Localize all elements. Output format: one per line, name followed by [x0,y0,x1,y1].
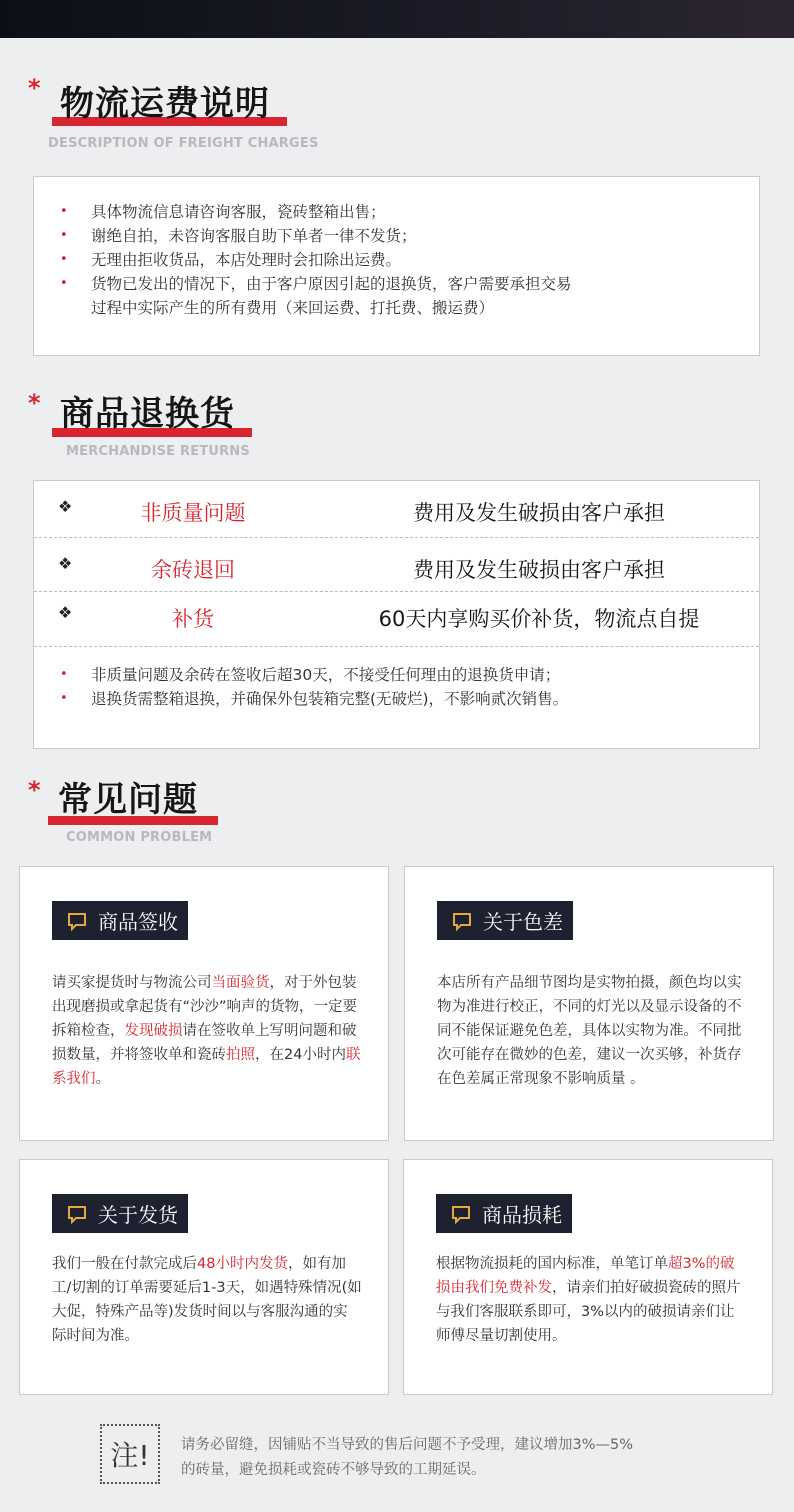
faq-card-color [404,866,774,1141]
card-body: 本店所有产品细节图均是实物拍摄，颜色均以实物为准进行校正，不同的灯光以及显示设备的不同不能保证避免色差，具体以实物为准。不同批次可能存在微妙的色差，建议一次买够，补货存在色差属正常现象不影响质量 。 [437,975,742,1087]
chat-bubble-icon [66,1203,88,1225]
card-body: 根据物流损耗的国内标准，单笔订单超3%的破损由我们免费补发，请亲们拍好破损瓷砖的照片与我们客服联系即可，3%以内的破损请亲们让师傅尽量切割使用。 [436,1256,741,1344]
list-item: • 谢绝自拍，未咨询客服自助下单者一律不发货； [60,227,417,245]
card-title: 商品签收 [98,910,178,934]
faq-card-sign [19,866,389,1141]
card-body: 请买家提货时与物流公司当面验货，对于外包装出现磨损或拿起货有“沙沙”响声的货物，一定要拆箱检查，发现破损请在签收单上写明问题和破损数量，并将签收单和瓷砖拍照，在24小时内联系我们。 [52,975,361,1087]
note-line: 请务必留缝，因铺贴不当导致的售后问题不予受理，建议增加3%—5% [181,1437,634,1453]
chat-bubble-icon [450,1203,472,1225]
note-badge: 注! [100,1424,160,1484]
asterisk-icon: * [28,74,41,102]
asterisk-icon: * [28,389,41,417]
return-row-name: 非质量问题 [140,501,246,525]
card-tag [52,901,188,940]
return-row-name: 补货 [172,607,214,631]
section-title-faq: 常见问题 [58,780,198,820]
return-row-desc: 60天内享购买价补货，物流点自提 [378,607,700,631]
list-item: • 非质量问题及余砖在签收后超30天，不接受任何理由的退换货申请； [60,666,561,684]
note-line: 的砖量，避免损耗或瓷砖不够导致的工期延误。 [181,1462,486,1478]
return-row-desc: 费用及发生破损由客户承担 [413,501,665,525]
section-subtitle-freight: DESCRIPTION OF FREIGHT CHARGES [48,136,319,151]
diamond-bullet-icon: ❖ [58,497,73,516]
card-tag [52,1194,188,1233]
card-tag [437,901,573,940]
diamond-bullet-icon: ❖ [58,554,73,573]
card-body: 我们一般在付款完成后48小时内发货，如有加工/切割的订单需要延后1-3天，如遇特殊情况(如大促，特殊产品等)发货时间以与客服沟通的实际时间为准。 [52,1256,362,1344]
divider [34,646,759,647]
list-item: • 无理由拒收货品，本店处理时会扣除出运费。 [60,251,402,269]
return-row-leftover [34,554,759,602]
faq-card-loss [403,1159,773,1395]
card-title: 关于色差 [483,910,563,934]
returns-notes [60,663,568,711]
returns-box [33,480,760,749]
return-row-restock [34,603,759,651]
card-title: 关于发货 [98,1203,178,1227]
top-banner [0,0,794,38]
return-row-name: 余砖退回 [151,558,235,582]
freight-list [60,200,572,320]
section-title-returns: 商品退换货 [60,394,235,434]
section-title-freight: 物流运费说明 [60,84,270,124]
list-item: • 退换货需整箱退换，并确保外包装箱完整(无破烂)，不影响贰次销售。 [60,690,569,708]
asterisk-icon: * [28,776,41,804]
section-subtitle-faq: COMMON PROBLEM [66,830,213,845]
card-title: 商品损耗 [482,1203,562,1227]
chat-bubble-icon [451,910,473,932]
card-tag [436,1194,572,1233]
list-item-continued: 过程中实际产生的所有费用（来回运费、打托费、搬运费） [91,299,495,317]
chat-bubble-icon [66,910,88,932]
divider [34,537,759,538]
list-item: • 货物已发出的情况下，由于客户原因引起的退换货，客户需要承担交易 [60,275,572,293]
return-row-desc: 费用及发生破损由客户承担 [413,558,665,582]
note-text [181,1433,633,1483]
diamond-bullet-icon: ❖ [58,603,73,622]
faq-card-ship [19,1159,389,1395]
freight-info-box [33,176,760,356]
section-subtitle-returns: MERCHANDISE RETURNS [66,444,250,459]
divider [34,591,759,592]
list-item: • 具体物流信息请咨询客服，瓷砖整箱出售； [60,203,386,221]
